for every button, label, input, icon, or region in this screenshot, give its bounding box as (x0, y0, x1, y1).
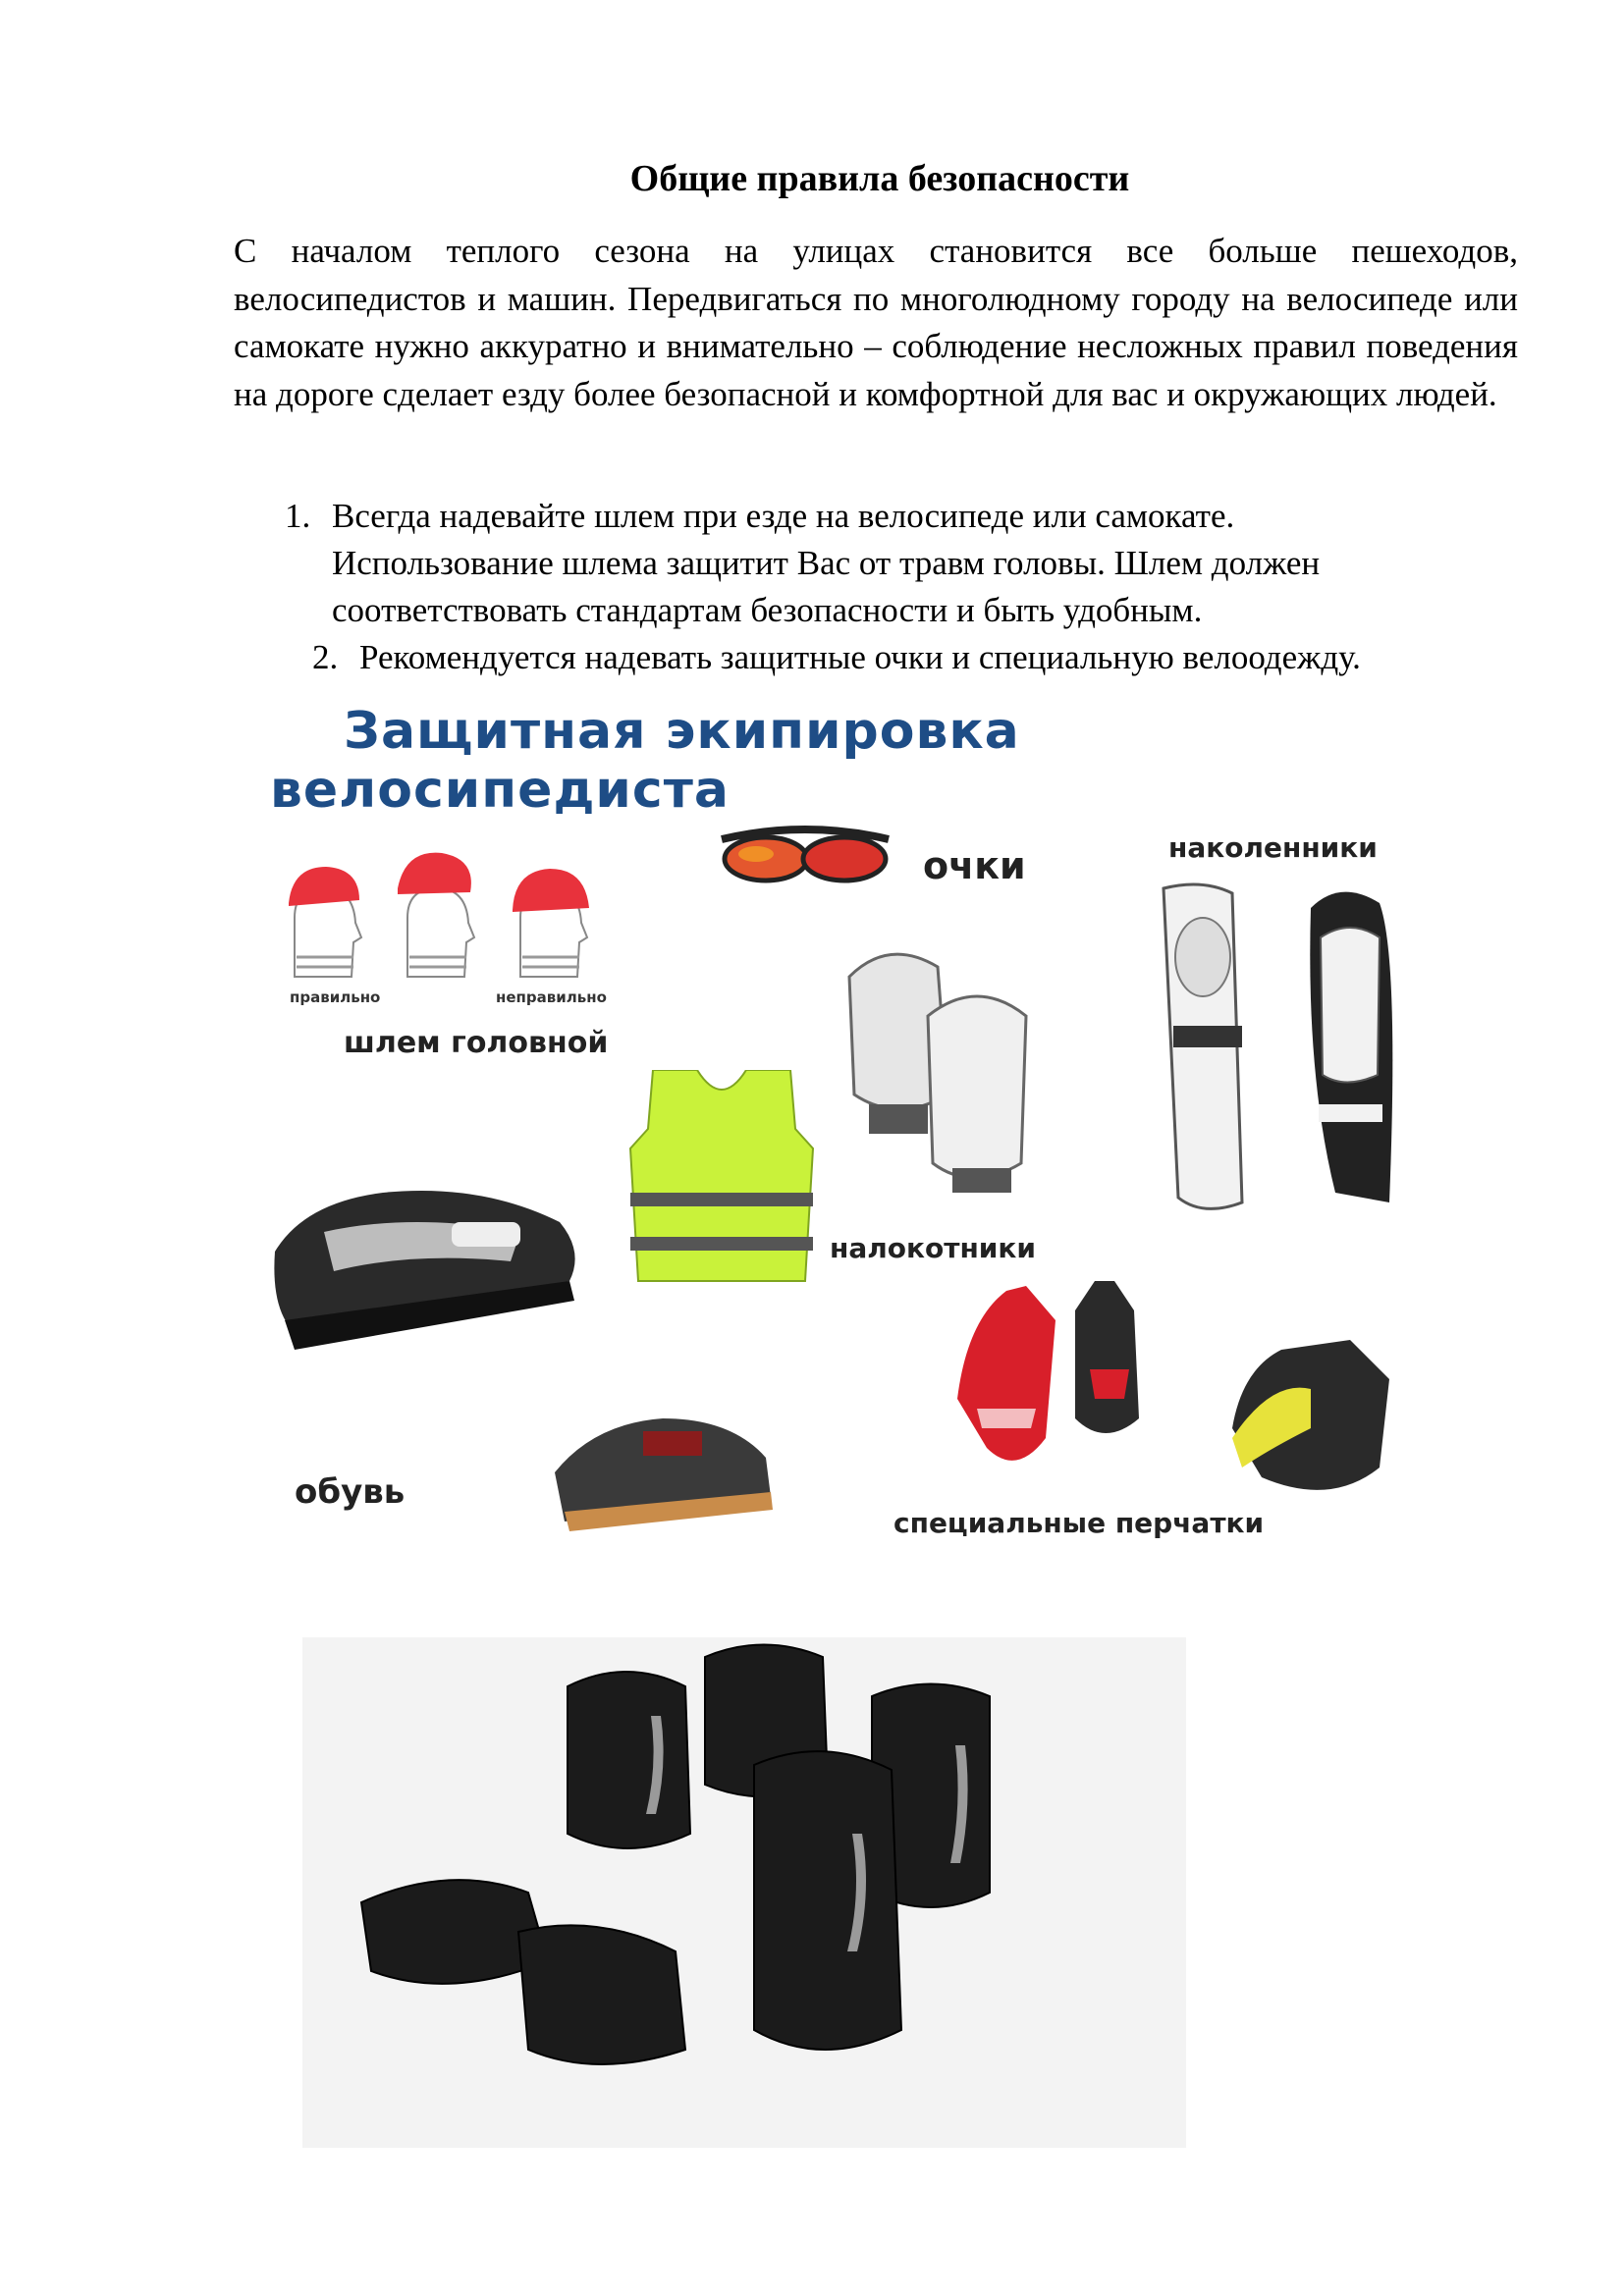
intro-paragraph: С началом теплого сезона на улицах становится все больше пешеходов, велосипедистов и машин. Передвигаться по многолюдному городу на велосипеде или самокате нужно аккуратно и внимательно – соблюдение несложных правил поведения на дороге сделает езду более безопасной и комфортной для вас и окружающих людей. (234, 232, 1518, 413)
list-item-line: Всегда надевайте шлем при езде на велосипеде или самокате. (332, 497, 1235, 535)
gloves-label: специальные перчатки (893, 1507, 1265, 1539)
sneaker-icon (545, 1404, 781, 1541)
helmet-label: шлем головной (344, 1026, 609, 1060)
list-item-line: Использование шлема защитит Вас от травм головы. Шлем должен (332, 544, 1321, 582)
shoes-label: обувь (295, 1472, 406, 1512)
helmet-correct-label: правильно (290, 988, 381, 1006)
cycling-shoe-icon (265, 1173, 589, 1360)
elbow-pads-label: налокотники (830, 1232, 1037, 1264)
glasses-icon (717, 820, 893, 893)
helmet-heads-icon (275, 849, 609, 982)
list-number: 2. (312, 638, 339, 676)
protective-gear-infographic (260, 702, 1419, 1585)
knee-pads-label: наколенники (1168, 831, 1378, 864)
list-item-text: Рекомендуется надевать защитные очки и специальную велоодежду. (359, 638, 1361, 676)
list-number: 1. (285, 497, 311, 535)
list-item-line: соответствовать стандартам безопасности и быть удобным. (332, 591, 1203, 629)
gloves-icon (947, 1281, 1419, 1526)
page-title: Общие правила безопасности (629, 158, 1130, 199)
helmet-wrong-label: неправильно (496, 988, 607, 1006)
elbow-pads-icon (830, 937, 1046, 1202)
knee-pads-icon (1144, 879, 1429, 1222)
safety-vest-icon (628, 1070, 815, 1286)
protective-pads-set-icon (302, 1637, 1186, 2148)
infographic-title-line1: Защитная экипировка (344, 702, 1020, 761)
infographic-title-line2: велосипедиста (270, 761, 730, 820)
glasses-label: очки (923, 844, 1026, 887)
